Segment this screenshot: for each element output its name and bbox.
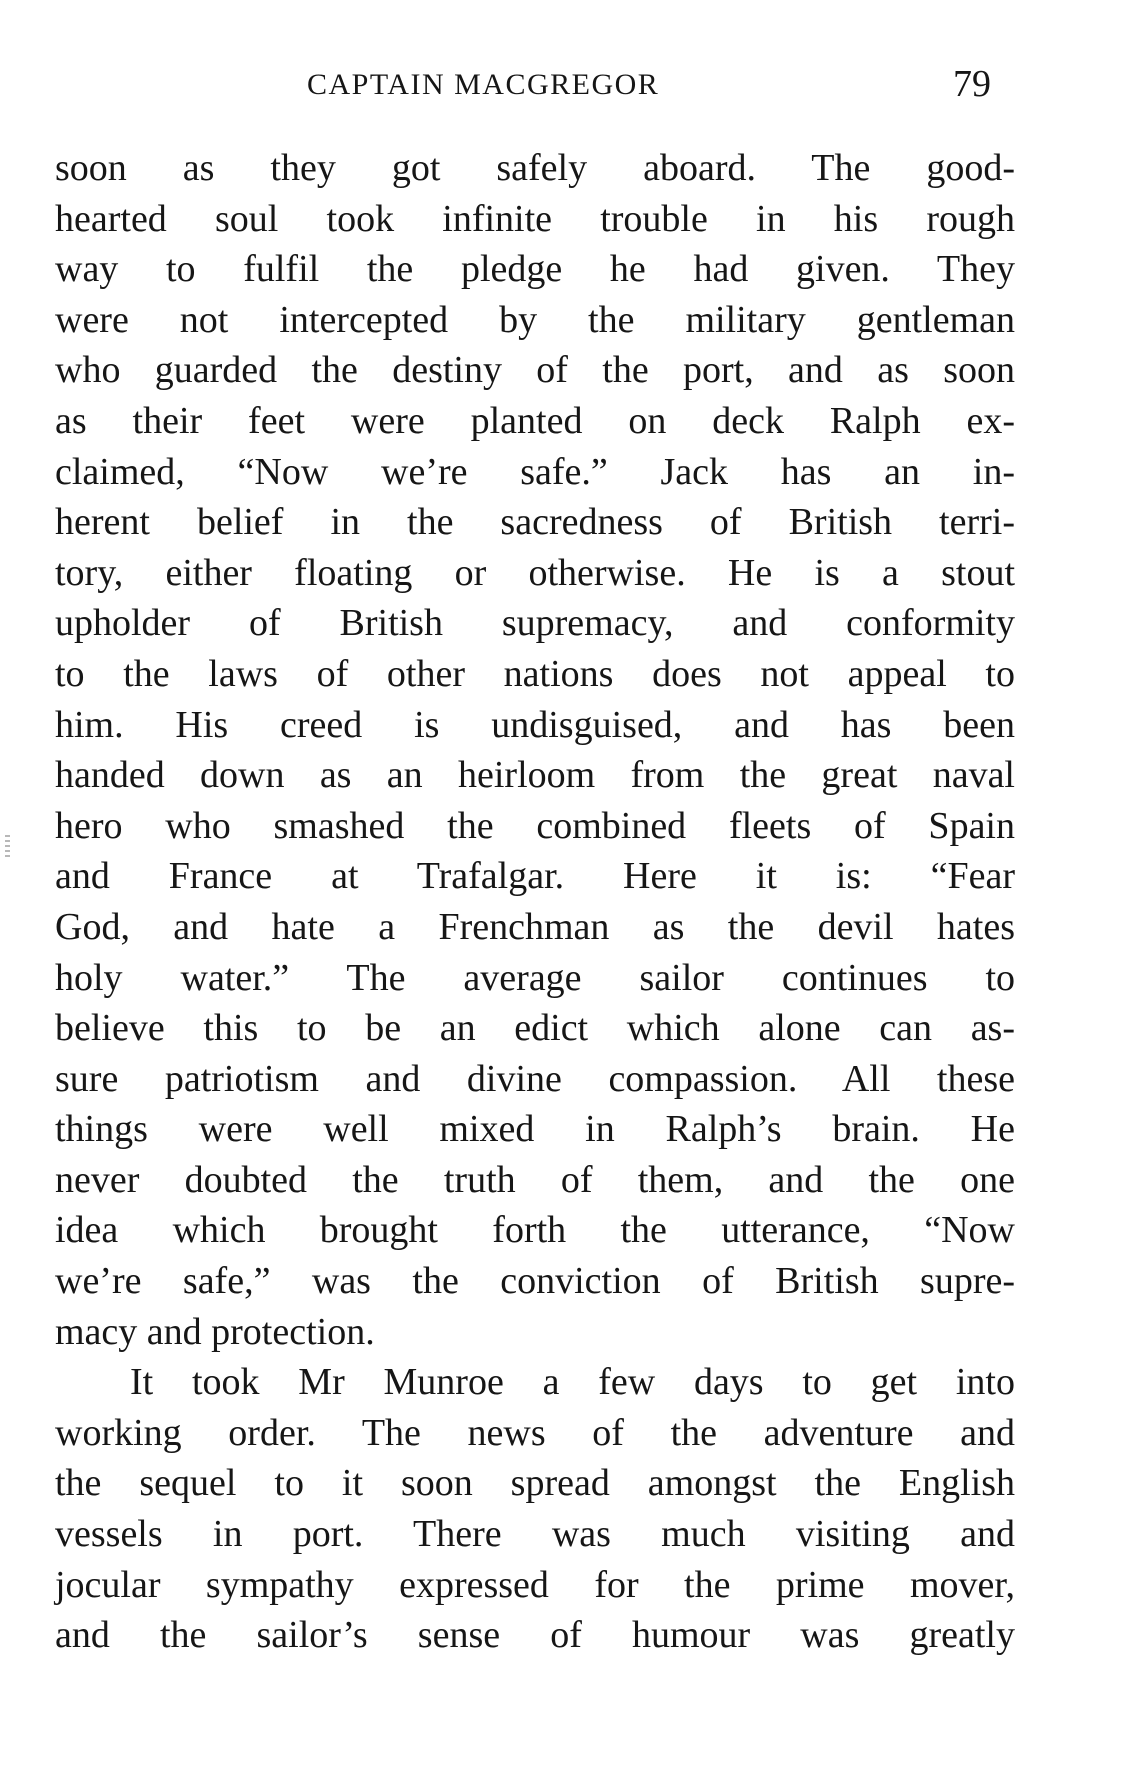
text-line: to the laws of other nations does not appeal to [55,652,1015,695]
text-line: way to fulfil the pledge he had given. They [55,248,1015,291]
text-line: and the sailor’s sense of humour was greatly [55,1614,1015,1657]
running-title: CAPTAIN MACGREGOR [307,68,660,101]
text-line: never doubted the truth of them, and the one [55,1158,1015,1201]
text-line: tory, either floating or otherwise. He is a stout [55,551,1015,594]
text-line: as their feet were planted on deck Ralph ex- [55,399,1015,442]
text-line: vessels in port. There was much visiting and [55,1513,1015,1556]
text-line: him. His creed is undisguised, and has been [55,703,1015,746]
text-line: holy water.” The average sailor continues to [55,956,1015,999]
text-line: things were well mixed in Ralph’s brain. He [55,1108,1015,1151]
body-text [55,143,1015,1661]
text-line: herent belief in the sacredness of British terri- [55,501,1015,544]
text-line: who guarded the destiny of the port, and as soon [55,349,1015,392]
running-head [0,62,1138,106]
text-line: were not intercepted by the military gentleman [55,298,1015,341]
text-line: sure patriotism and divine compassion. All these [55,1057,1015,1100]
text-line: and France at Trafalgar. Here it is: “Fear [55,855,1015,898]
paragraph-end-line: macy and protection. [55,1310,375,1353]
text-line: hero who smashed the combined fleets of Spain [55,804,1015,847]
text-line: we’re safe,” was the conviction of British supre- [55,1260,1015,1303]
text-line: upholder of British supremacy, and conformity [55,602,1015,645]
paragraph-first-line: It took Mr Munroe a few days to get into [130,1361,1015,1404]
text-line: hearted soul took infinite trouble in his rough [55,197,1015,240]
text-line: handed down as an heirloom from the great naval [55,754,1015,797]
text-line: claimed, “Now we’re safe.” Jack has an in- [55,450,1015,493]
text-line: jocular sympathy expressed for the prime mover, [55,1563,1015,1606]
page-number: 79 [953,63,991,105]
margin-speck [5,835,10,857]
text-line: working order. The news of the adventure and [55,1411,1015,1454]
text-line: soon as they got safely aboard. The good- [55,147,1015,189]
text-line: idea which brought forth the utterance, “Now [55,1209,1015,1252]
text-line: believe this to be an edict which alone can as- [55,1007,1015,1050]
text-line: God, and hate a Frenchman as the devil hates [55,905,1015,948]
text-line: the sequel to it soon spread amongst the English [55,1462,1015,1505]
